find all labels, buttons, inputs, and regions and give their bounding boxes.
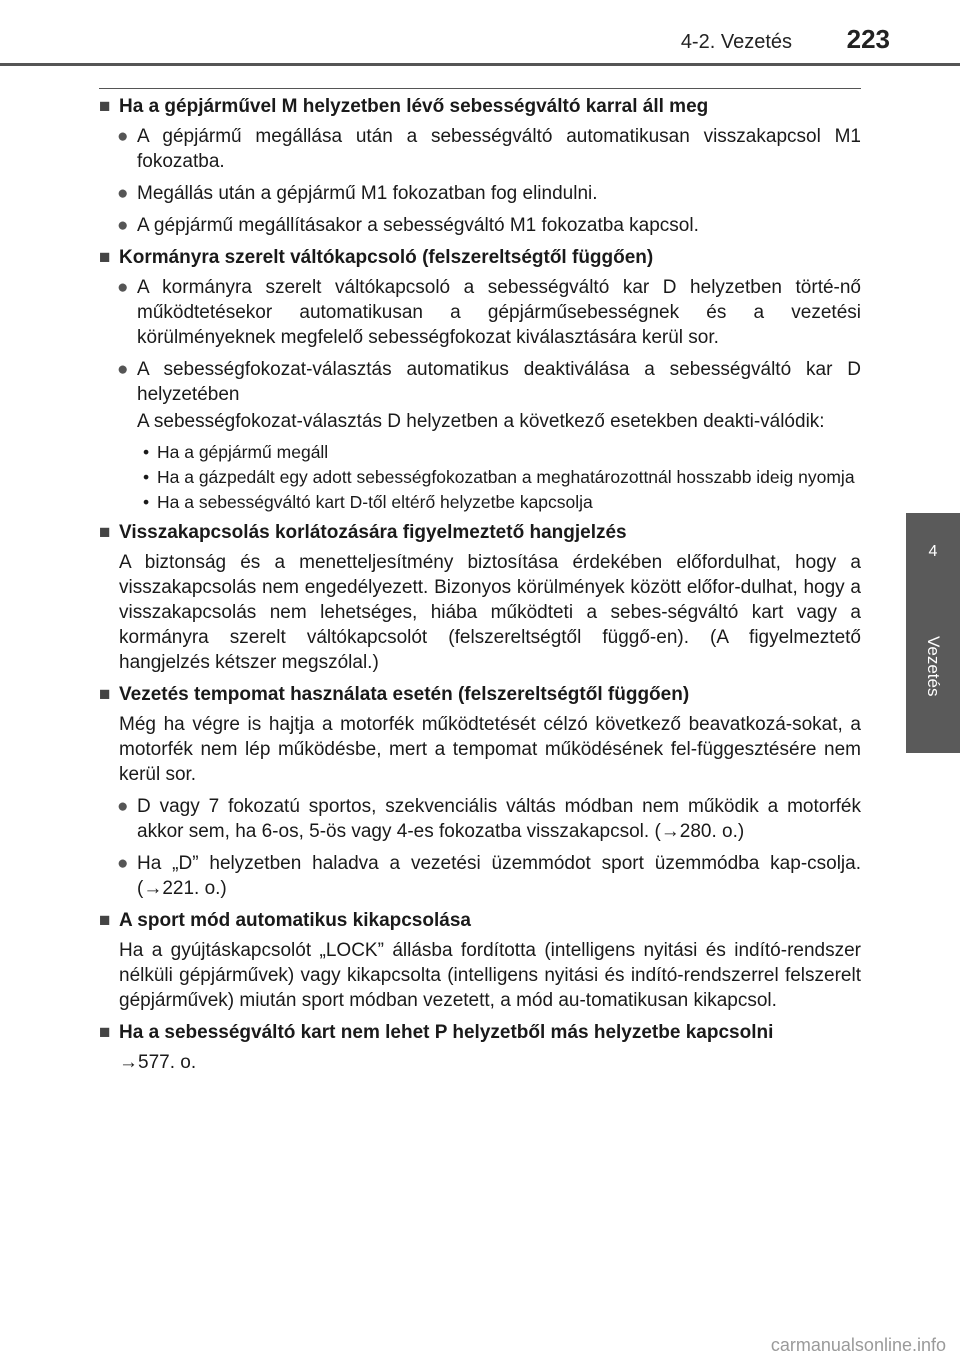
bullet-item: ● D vagy 7 fokozatú sportos, szekvenciális váltás módban nem működik a motorfék akkor sem, ha 6-os, 5-ös vagy 4-es fokozatba visszakapcsol. (→280. o.) <box>117 796 861 842</box>
content-top-rule <box>99 88 861 89</box>
bullet-note: A sebességfokozat-választás D helyzetben a következő esetekben deakti-válódik: <box>137 411 825 432</box>
chapter-title: 4-2. Vezetés <box>680 31 792 53</box>
round-bullet-icon: ● <box>117 359 129 380</box>
square-bullet-icon: ■ <box>99 247 111 268</box>
bullet-item: ● Megállás után a gépjármű M1 fokozatban fog elindulni. <box>117 183 598 204</box>
round-bullet-icon: ● <box>117 277 129 298</box>
sub-list-item: • Ha a gázpedált egy adott sebességfokozatban a meghatározottnál hosszabb ideig nyomja <box>143 467 855 487</box>
section-steering-shift-switch <box>99 245 861 513</box>
section-shift-lever-stuck-p <box>99 1020 861 1075</box>
square-bullet-icon: ■ <box>99 522 111 543</box>
sub-list-item: • Ha a sebességváltó kart D-től eltérő helyzetbe kapcsolja <box>143 492 593 512</box>
round-bullet-icon: ● <box>117 853 129 874</box>
section-heading: ■ Vezetés tempomat használata esetén (felszereltségtől függően) <box>99 684 690 705</box>
section-m-position-stop <box>99 94 861 238</box>
side-tab-number: 4 <box>928 543 938 560</box>
bullet-item: ● A gépjármű megállításakor a sebességváltó M1 fokozatba kapcsol. <box>117 215 699 236</box>
header-rule <box>0 63 960 66</box>
section-downshift-warning <box>99 520 861 675</box>
section-heading: ■ A sport mód automatikus kikapcsolása <box>99 910 471 931</box>
round-bullet-icon: ● <box>117 183 129 204</box>
bullet-item: ● Ha „D” helyzetben haladva a vezetési üzemmódot sport üzemmódba kap-csolja. (→221. o.) <box>117 853 861 899</box>
square-bullet-icon: ■ <box>99 1022 111 1043</box>
watermark: carmanualsonline.info <box>770 1335 946 1355</box>
bullet-item: ● A kormányra szerelt váltókapcsoló a sebességváltó kar D helyzetben törté-nő működtetésekor automatikusan a gépjárműsebességnek és a vezetési körülményeknek megfelelő sebességfokozat kiválasztására kerül sor. <box>117 277 861 348</box>
section-paragraph: Még ha végre is hajtja a motorfék működtetését célzó következő beavatkozá-sokat, a motorfék nem lép működésbe, mert a tempomat működésének fel-függesztésére nem kerül sor. <box>119 714 861 785</box>
page-header <box>0 0 960 68</box>
page-number: 223 <box>846 24 890 54</box>
section-cruise-control <box>99 682 861 901</box>
section-paragraph: A biztonság és a menetteljesítmény biztosítása érdekében előfordulhat, hogy a visszakapcsolás nem engedélyezett. Bizonyos körülmények között előfor-dulhat, hogy a visszakapcsolás nem lehetséges, hiába működteti a sebes-ségváltó kart vagy a kormányra szerelt váltókapcsolót (felszereltségtől függő-en). (A figyelmeztető hangjelzés kétszer megszólal.) <box>119 552 861 673</box>
section-paragraph: Ha a gyújtáskapcsolót „LOCK” állásba fordította (intelligens nyitási és indító-rendszer nélküli gépjárművek) vagy kikapcsolta (intelligens nyitási és indító-rendszerrel felszerelt gépjárművek) miután sport módban vezetett, a mód au-tomatikusan kikapcsol. <box>119 940 861 1011</box>
sub-list-item: • Ha a gépjármű megáll <box>143 442 329 462</box>
side-tab-label: Vezetés <box>924 636 943 697</box>
square-bullet-icon: ■ <box>99 910 111 931</box>
section-heading: ■ Kormányra szerelt váltókapcsoló (felszereltségtől függően) <box>99 247 654 268</box>
square-bullet-icon: ■ <box>99 684 111 705</box>
square-bullet-icon: ■ <box>99 96 111 117</box>
section-heading: ■ Ha a gépjárművel M helyzetben lévő sebességváltó karral áll meg <box>99 96 709 117</box>
page-content <box>99 94 861 1082</box>
round-bullet-icon: ● <box>117 796 129 817</box>
round-bullet-icon: ● <box>117 215 129 236</box>
section-sport-mode-auto-off <box>99 908 861 1013</box>
section-heading: ■ Visszakapcsolás korlátozására figyelmeztető hangjelzés <box>99 522 627 543</box>
section-heading: ■ Ha a sebességváltó kart nem lehet P helyzetből más helyzetbe kapcsolni <box>99 1022 774 1043</box>
round-bullet-icon: ● <box>117 126 129 147</box>
chapter-side-tab <box>906 513 960 753</box>
bullet-item: ● A gépjármű megállása után a sebességváltó automatikusan visszakapcsol M1 fokozatba. <box>117 126 861 172</box>
bullet-item: ● A sebességfokozat-választás automatikus deaktiválása a sebességváltó kar D helyzetében <box>117 359 861 405</box>
page-reference-link[interactable]: →577. o. <box>119 1052 197 1073</box>
